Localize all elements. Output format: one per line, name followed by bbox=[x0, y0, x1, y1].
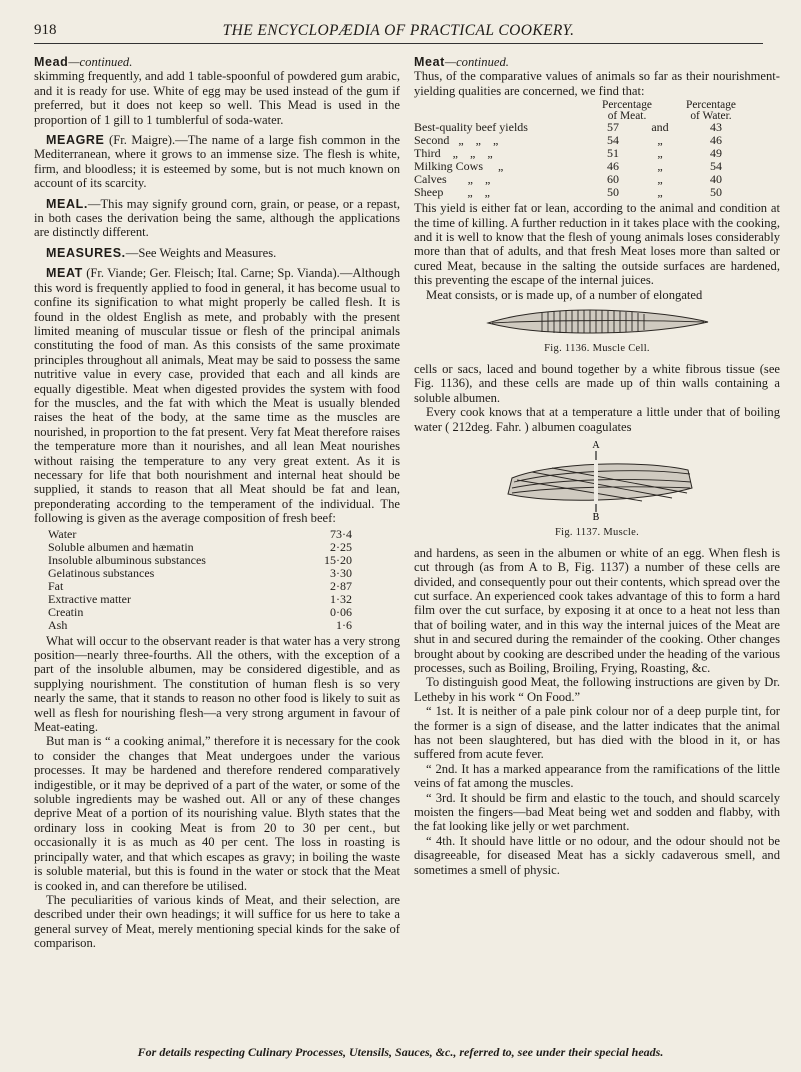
figure-1136 bbox=[414, 306, 780, 357]
muscle-cell-illustration bbox=[482, 306, 712, 336]
meat-heading: MEAT bbox=[46, 266, 83, 281]
paragraph: This yield is either fat or lean, according to the animal and condition at the time of killing. A further reduction in it takes place with the cooking, and it is well to know that the flesh of young animals loses considerably more than that of adults, and that fresh Meat loses more than salted or cured Meat, because in the salting the outside surfaces are hardened, this preventing the escape of the internal juices. bbox=[414, 201, 780, 288]
paragraph: Thus, of the comparative values of animals so far as their nourishment-yielding qualities are concerned, we find that: bbox=[414, 69, 780, 98]
meagre-entry bbox=[34, 133, 400, 191]
meal-text: —This may signify ground corn, grain, or pease, or a repast, in both cases the derivation being the same, although the applications are distinctly different. bbox=[34, 196, 400, 240]
meagre-text: (Fr. Maigre).—The name of a large fish common in the Mediterranean, where it grows to an immense size. The flesh is white, firm, and bloodless; it is esteemed by some, but is not much known on account of its scarcity. bbox=[34, 133, 400, 191]
table-header: of Meat. of Water. bbox=[607, 109, 732, 122]
table-row: Third „ „ „ 51 „ 49 bbox=[414, 146, 722, 161]
left-column bbox=[34, 55, 400, 951]
meat-entry bbox=[34, 266, 400, 525]
table-row: Second „ „ „ 54 „ 46 bbox=[414, 133, 722, 148]
table-row: Gelatinous substances 3·30 bbox=[48, 565, 352, 580]
meal-heading: MEAL. bbox=[46, 196, 88, 211]
paragraph: “ 4th. It should have little or no odour, and the odour should not be disagreeable, for diseased Meat has a sickly cadaverous smell, and sometimes a smell of physic. bbox=[414, 833, 780, 877]
table-row: Fat 2·87 bbox=[48, 578, 352, 593]
paragraph: “ 2nd. It has a marked appearance from the ramifications of the little veins of fat among the muscles. bbox=[414, 761, 780, 791]
meat-text: (Fr. Viande; Ger. Fleisch; Ital. Carne; Sp. Vianda).—Although this word is frequently applied to food in general, it has become usual to confine its signification to what might properly be called flesh. It is found in the oldest English as mete, and probably with the present limited meaning of muscular tissue or flesh of the principal animals constituting the food of man. As this consists of the same proximate principles throughout all animals, Meat may be said to possess the same nutritive value in every case, provided that each and all kinds are equally digestible. Meat when digested provides the system with food for the muscles, and the fat with which the Meat is usually blended raises the heat of the body, at the same time as the muscles are nourished, in proportion to the fat present. Very fat Meat therefore raises the temperature more than it nourishes, and all lean Meat nourishes without raising the temperature to any very great extent. As it is necessary for life that both nourishment and internal heat should be supplied, it stands to reason that all Meat should be fat and lean, preponderating according to the temperament of the individual. The following is given as the average composition of fresh beef: bbox=[34, 266, 400, 526]
paragraph: and hardens, as seen in the albumen or white of an egg. When flesh is cut through (as from A to B, Fig. 1137) a number of these cells are divided, and consequently pour out their contents, which spread over the cut surface. An experienced cook takes advantage of this to form a hard film over the cut surface, by exposing it at once to a heat not less than that of boiling water, and in this way the internal juices of the Meat are shut in and secured during the remainder of the cooking. Other changes brought about by cooking are described under the heading of the various processes, such as Boiling, Broiling, Frying, Roasting, &c. bbox=[414, 545, 780, 675]
page-number: 918 bbox=[34, 22, 57, 38]
table-row: Insoluble albuminous substances 15·20 bbox=[48, 552, 352, 567]
mead-continued-heading: Mead bbox=[34, 55, 69, 69]
table-row: Milking Cows „ 46 „ 54 bbox=[414, 159, 722, 174]
measures-heading: MEASURES. bbox=[46, 245, 126, 260]
continued-label: —continued. bbox=[444, 55, 509, 69]
meat-continued-line bbox=[414, 55, 780, 69]
right-column bbox=[414, 55, 780, 877]
measures-entry bbox=[34, 246, 400, 260]
mead-entry bbox=[34, 55, 400, 69]
table-row: Sheep „ „ 50 „ 50 bbox=[414, 185, 722, 200]
paragraph: But man is “ a cooking animal,” therefore it is necessary for the cook to consider the changes that Meat undergoes under the various processes. It may be hardened and therefore rendered comparatively indigestible, or it may be deprived of a part of the water, or some of the soluble ingredients may be washed out. All or any of these changes deprive Meat of a portion of its nourishing value. Blyth states that the ordinary loss in cooking Meat is from 20 to 30 per cent., but occasionally it is as much as 40 per cent. The loss in roasting is principally water, and that which escapes as gravy; in boiling the waste is soluble material, but this is found in the water or stock that the Meat is cooked in, and can therefore be utilised. bbox=[34, 734, 400, 893]
paragraph: What will occur to the observant reader is that water has a very strong position—nearly three-fourths. All the others, with the exception of a part of the insoluble albumen, may be considered digestible, and as supplying nourishment. The constitution of human flesh is so very nearly the same, that it stands to reason no other food is likely to suit as well as flesh for nourishing flesh—a very strong argument in favour of Meat-eating. bbox=[34, 633, 400, 735]
figure-caption: Fig. 1136. Muscle Cell. bbox=[544, 343, 650, 355]
figure-1137 bbox=[414, 438, 780, 541]
table-row: Creatin 0·06 bbox=[48, 604, 352, 619]
paragraph: To distinguish good Meat, the following instructions are given by Dr. Letheby in his work “ On Food.” bbox=[414, 675, 780, 704]
paragraph: The peculiarities of various kinds of Meat, and their selection, are described under their own headings; it will suffice for us here to take a general survey of Meat, merely mentioning special kinds for the sake of comparison. bbox=[34, 892, 400, 951]
page-footer: For details respecting Culinary Processes, Utensils, Sauces, &c., referred to, see under their special heads. bbox=[137, 1045, 664, 1059]
yield-table bbox=[414, 100, 780, 199]
running-title: THE ENCYCLOPÆDIA OF PRACTICAL COOKERY. bbox=[222, 22, 575, 39]
mead-text: skimming frequently, and add 1 table-spoonful of powdered gum arabic, and it is ready for use. White of egg may be used instead of the gum if preferred, but it does not keep so well. This Mead is used in the proportion of 1 gill to 1 tumblerful of soda-water. bbox=[34, 69, 400, 127]
paragraph: cells or sacs, laced and bound together by a white fibrous tissue (see Fig. 1136), and these cells are made up of thin walls containing a soluble albumen. bbox=[414, 361, 780, 405]
table-row: Calves „ „ 60 „ 40 bbox=[414, 172, 722, 187]
table-row: Best-quality beef yields 57 and 43 bbox=[414, 120, 722, 135]
muscle-section-illustration bbox=[492, 438, 702, 520]
paragraph: Every cook knows that at a temperature a little under that of boiling water ( 212deg. Fahr. ) albumen coagulates bbox=[414, 405, 780, 434]
measures-text: —See Weights and Measures. bbox=[125, 245, 277, 260]
meal-entry bbox=[34, 197, 400, 240]
table-row: Extractive matter 1·32 bbox=[48, 591, 352, 606]
paragraph: “ 1st. It is neither of a pale pink colour nor of a deep purple tint, for the former is a sign of disease, and the latter indicates that the animal has not been slaughtered, but has died with the blood in it, or has suffered from acute fever. bbox=[414, 704, 780, 762]
table-row: Soluble albumen and hæmatin 2·25 bbox=[48, 539, 352, 554]
running-header bbox=[34, 22, 763, 44]
continued-label: —continued. bbox=[68, 55, 133, 69]
meagre-heading: MEAGRE bbox=[46, 133, 105, 148]
paragraph: Meat consists, or is made up, of a number of elongated bbox=[426, 287, 703, 302]
header-rule bbox=[34, 43, 763, 44]
table-row: Water 73·4 bbox=[48, 526, 352, 541]
table-row: Ash 1·6 bbox=[48, 617, 352, 632]
fig-label-b: B bbox=[592, 511, 600, 520]
table-header: Percentage Percentage bbox=[602, 99, 736, 112]
figure-caption: Fig. 1137. Muscle. bbox=[554, 527, 640, 539]
paragraph: “ 3rd. It should be firm and elastic to the touch, and should scarcely moisten the fingers—bad Meat being wet and sodden and flabby, with the fat looking like jelly or wet parchment. bbox=[414, 790, 780, 834]
composition-table bbox=[48, 528, 378, 632]
fig-label-a: A bbox=[592, 439, 600, 451]
meat-continued-heading: Meat bbox=[414, 55, 445, 69]
